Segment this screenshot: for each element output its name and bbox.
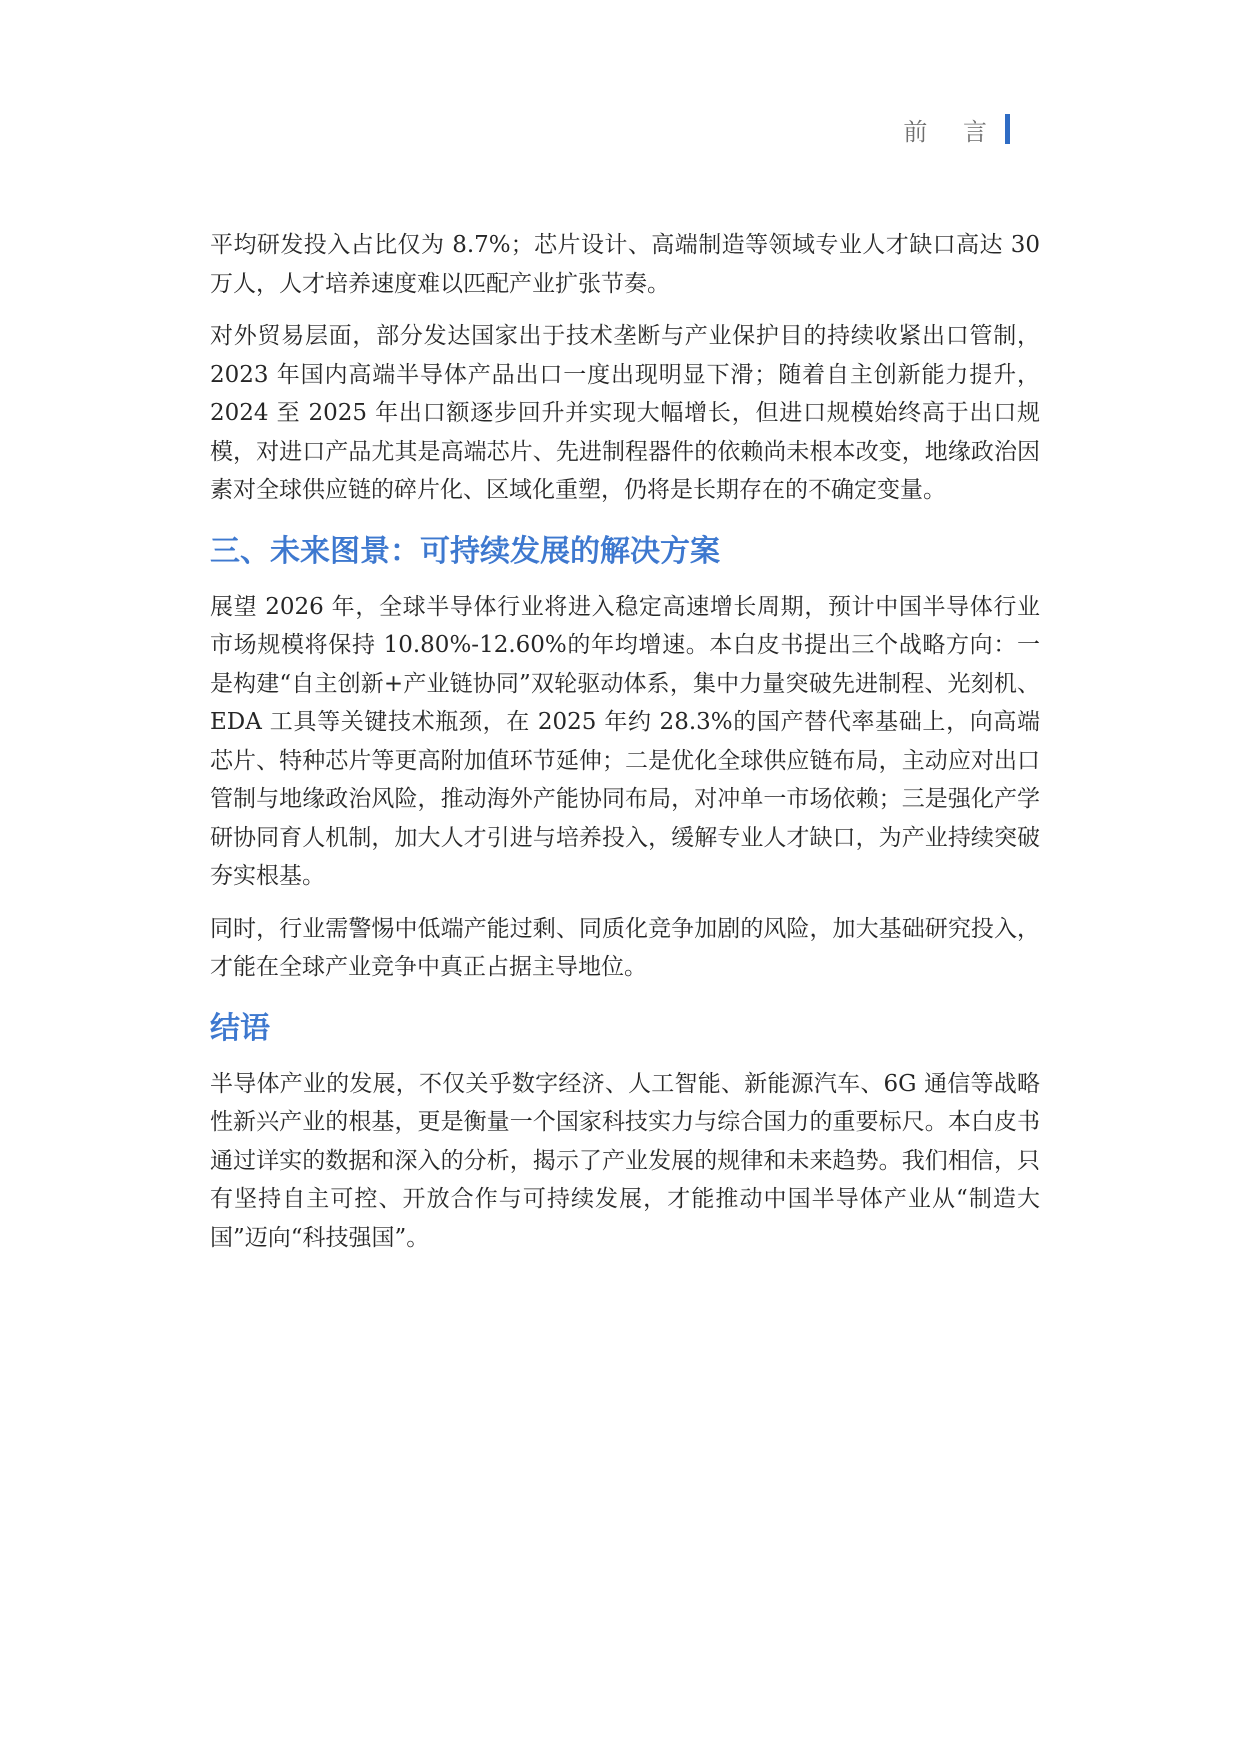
body-paragraph: 半导体产业的发展，不仅关乎数字经济、人工智能、新能源汽车、6G 通信等战略性新兴产业的根基，更是衡量一个国家科技实力与综合国力的重要标尺。本白皮书通过详实的数据和深入的分析，揭示了产业发展的规律和未来趋势。我们相信，只有坚持自主可控、开放合作与可持续发展，才能推动中国半导体产业从“制造大国”迈向“科技强国”。 xyxy=(210,1070,1040,1251)
page-header xyxy=(903,112,1010,146)
header-label: 前 言 xyxy=(903,117,1001,146)
header-accent-bar xyxy=(1005,114,1010,144)
section-heading-conclusion: 结语 xyxy=(210,1010,270,1046)
body-paragraph: 同时，行业需警惕中低端产能过剩、同质化竞争加剧的风险，加大基础研究投入，才能在全球产业竞争中真正占据主导地位。 xyxy=(210,915,1040,980)
body-paragraph: 展望 2026 年，全球半导体行业将进入稳定高速增长周期，预计中国半导体行业市场规模将保持 10.80%-12.60%的年均增速。本白皮书提出三个战略方向：一是构建“自主创新+产业链协同”双轮驱动体系，集中力量突破先进制程、光刻机、EDA 工具等关键技术瓶颈，在 2025 年约 28.3%的国产替代率基础上，向高端芯片、特种芯片等更高附加值环节延伸；二是优化全球供应链布局，主动应对出口管制与地缘政治风险，推动海外产能协同布局，对冲单一市场依赖；三是强化产学研协同育人机制，加大人才引进与培养投入，缓解专业人才缺口，为产业持续突破夯实根基。 xyxy=(210,593,1040,889)
section-heading-future: 三、未来图景：可持续发展的解决方案 xyxy=(210,533,720,569)
document-body xyxy=(210,226,1040,1271)
body-paragraph: 平均研发投入占比仅为 8.7%；芯片设计、高端制造等领域专业人才缺口高达 30 万人，人才培养速度难以匹配产业扩张节奏。 xyxy=(210,232,1040,297)
body-paragraph: 对外贸易层面，部分发达国家出于技术垄断与产业保护目的持续收紧出口管制，2023 年国内高端半导体产品出口一度出现明显下滑；随着自主创新能力提升，2024 至 2025 年出口额逐步回升并实现大幅增长，但进口规模始终高于出口规模，对进口产品尤其是高端芯片、先进制程器件的依赖尚未根本改变，地缘政治因素对全球供应链的碎片化、区域化重塑，仍将是长期存在的不确定变量。 xyxy=(210,323,1040,503)
